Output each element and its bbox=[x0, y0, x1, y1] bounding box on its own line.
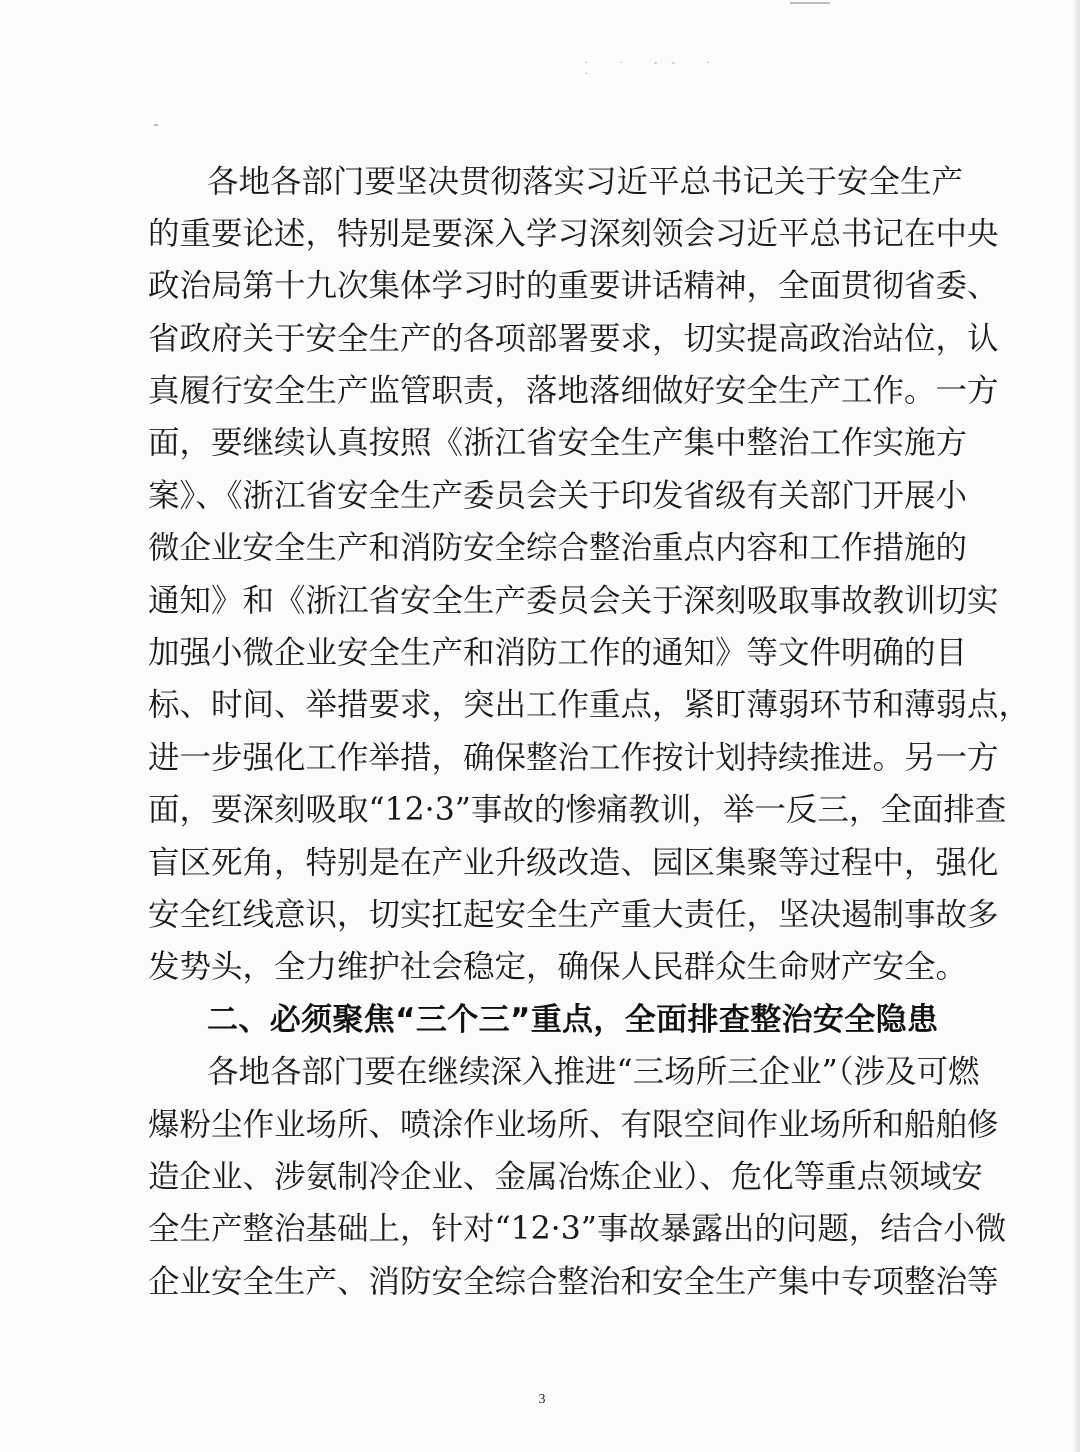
paragraph-2-line-4: 全生产整治基础上，针对“12·3”事故暴露出的问题，结合小微 bbox=[148, 1211, 1007, 1247]
paragraph-1-line-12: 进一步强化工作举措，确保整治工作按计划持续推进。另一方 bbox=[148, 740, 999, 776]
paragraph-1-line-15: 安全红线意识，切实扛起安全生产重大责任，坚决遏制事故多 bbox=[148, 897, 999, 933]
paragraph-1-line-4: 省政府关于安全生产的各项部署要求，切实提高政治站位，认 bbox=[148, 321, 999, 357]
paragraph-1-line-3: 政治局第十九次集体学习时的重要讲话精神，全面贯彻省委、 bbox=[148, 268, 999, 304]
paragraph-1-line-6: 面，要继续认真按照《浙江省安全生产集中整治工作实施方 bbox=[148, 425, 968, 461]
paragraph-1-line-1: 各地各部门要坚决贯彻落实习近平总书记关于安全生产 bbox=[207, 164, 964, 200]
paragraph-1-line-11: 标、时间、举措要求，突出工作重点，紧盯薄弱环节和薄弱点， bbox=[148, 687, 1031, 723]
paragraph-1-line-2: 的重要论述，特别是要深入学习深刻领会习近平总书记在中央 bbox=[148, 216, 999, 252]
page-number: 3 bbox=[538, 1392, 546, 1407]
scan-right-edge bbox=[1074, 0, 1080, 1452]
paragraph-1-line-16: 发势头，全力维护社会稳定，确保人民群众生命财产安全。 bbox=[148, 949, 968, 985]
paragraph-1-line-10: 加强小微企业安全生产和消防工作的通知》等文件明确的目 bbox=[148, 635, 968, 671]
scan-mark-left bbox=[154, 124, 158, 126]
paragraph-2-line-5: 企业安全生产、消防安全综合整治和安全生产集中专项整治等 bbox=[148, 1264, 999, 1300]
paragraph-2-line-1: 各地各部门要在继续深入推进“三场所三企业”（涉及可燃 bbox=[207, 1054, 980, 1090]
paragraph-1-line-8: 微企业安全生产和消防安全综合整治重点内容和工作措施的 bbox=[148, 530, 968, 566]
scan-mark-top bbox=[790, 2, 830, 4]
paragraph-1-line-14: 盲区死角，特别是在产业升级改造、园区集聚等过程中，强化 bbox=[148, 845, 999, 881]
paragraph-1-line-9: 通知》和《浙江省安全生产委员会关于深刻吸取事故教训切实 bbox=[148, 583, 999, 619]
paragraph-2-line-2: 爆粉尘作业场所、喷涂作业场所、有限空间作业场所和船舶修 bbox=[148, 1107, 999, 1143]
paragraph-1-line-13: 面，要深刻吸取“12·3”事故的惨痛教训，举一反三，全面排查 bbox=[148, 792, 1007, 828]
paragraph-1-line-5: 真履行安全生产监管职责，落地落细做好安全生产工作。一方 bbox=[148, 373, 999, 409]
section-heading-2: 二、必须聚焦“三个三”重点，全面排查整治安全隐患 bbox=[207, 1002, 938, 1038]
paragraph-1-line-7: 案》、《浙江省安全生产委员会关于印发省级有关部门开展小 bbox=[148, 478, 968, 514]
scan-header-marks: · · -- · · bbox=[585, 58, 724, 80]
paragraph-2-line-3: 造企业、涉氨制冷企业、金属冶炼企业）、危化等重点领域安 bbox=[148, 1159, 983, 1195]
